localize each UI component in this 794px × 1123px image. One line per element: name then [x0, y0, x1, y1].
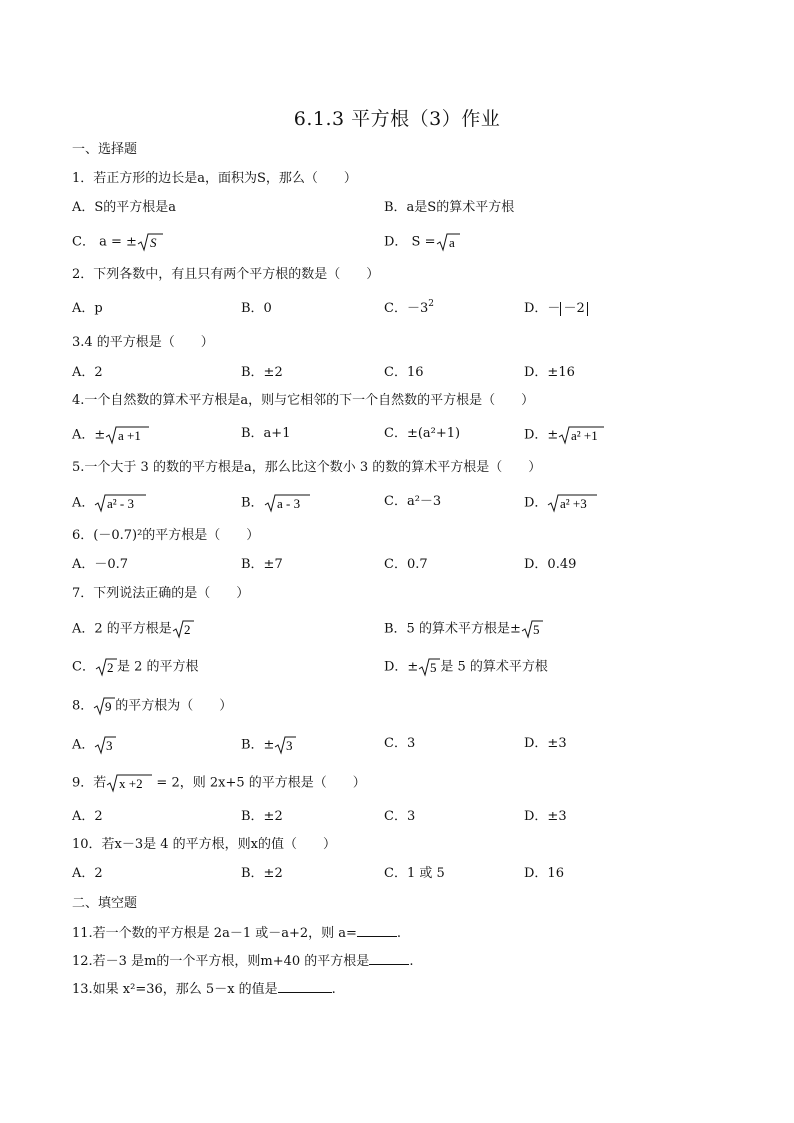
- radical-sign: [521, 619, 543, 639]
- question-5-stem: 5.一个大于 3 的数的平方根是a，那么比这个数小 3 的数的算术平方根是（ ）: [72, 460, 542, 475]
- question-4-stem: 4.一个自然数的算术平方根是a，则与它相邻的下一个自然数的平方根是（ ）: [72, 393, 535, 408]
- q2-option-a: A．p: [72, 301, 103, 316]
- q6-option-c: C．0.7: [384, 557, 428, 572]
- svg-text:5: 5: [532, 622, 540, 637]
- radical-sign: [264, 493, 310, 513]
- radical-sign: [418, 657, 440, 677]
- radical-sign: [547, 493, 597, 513]
- q3-option-b: B．±2: [241, 365, 283, 380]
- question-2-stem: 2．下列各数中，有且只有两个平方根的数是（ ）: [72, 267, 380, 282]
- radical-sign: [93, 696, 115, 716]
- q8-option-c: C．3: [384, 736, 416, 751]
- q10-option-b: B．±2: [241, 866, 283, 881]
- svg-text:x +2: x +2: [119, 776, 143, 791]
- q1-option-a: A．S的平方根是a: [72, 200, 177, 215]
- q7-option-c: C． 2 是 2 的平方根: [72, 657, 199, 677]
- section-heading-fill: 二、填空题: [72, 896, 138, 911]
- q1-option-d: D． S = a: [384, 232, 460, 252]
- svg-text:a² +3: a² +3: [560, 496, 588, 511]
- question-7-stem: 7．下列说法正确的是（ ）: [72, 586, 250, 601]
- q8-option-a: A． 3: [72, 735, 116, 755]
- svg-text:2: 2: [183, 622, 191, 637]
- svg-text:a: a: [448, 235, 455, 250]
- answer-blank[interactable]: [369, 952, 409, 965]
- q6-option-b: B．±7: [241, 557, 283, 572]
- radical-sign: [94, 735, 116, 755]
- q4-option-d: D．± a² +1: [524, 425, 604, 445]
- q3-option-a: A．2: [72, 365, 103, 380]
- answer-blank[interactable]: [278, 980, 332, 993]
- svg-text:a² - 3: a² - 3: [107, 496, 135, 511]
- q9-option-c: C．3: [384, 809, 416, 824]
- radical-sign: [558, 425, 604, 445]
- svg-text:S: S: [149, 235, 157, 250]
- radical-sign: [106, 773, 152, 793]
- q5-option-a: A． a² - 3: [72, 493, 146, 513]
- q2-option-d: D．－ －2: [524, 300, 588, 318]
- answer-blank[interactable]: [357, 924, 397, 937]
- question-6-stem: 6．(－0.7)²的平方根是（ ）: [72, 528, 260, 543]
- q7-option-b: B．5 的算术平方根是± 5: [384, 619, 543, 639]
- radical-sign: [105, 425, 149, 445]
- q1-option-b: B．a是S的算术平方根: [384, 200, 515, 215]
- q6-option-a: A．－0.7: [72, 557, 129, 572]
- question-8-stem: 8． 9 的平方根为（ ）: [72, 696, 232, 716]
- q2-option-c: C．$-3^2$: [384, 299, 434, 316]
- q7-option-a: A．2 的平方根是 2: [72, 619, 194, 639]
- q9-option-a: A．2: [72, 809, 103, 824]
- q3-option-d: D．±16: [524, 365, 575, 380]
- radical-sign: [95, 657, 117, 677]
- q8-option-d: D．±3: [524, 736, 567, 751]
- q8-option-b: B．± 3: [241, 735, 296, 755]
- question-3-stem: 3.4 的平方根是（ ）: [72, 335, 214, 350]
- svg-text:a +1: a +1: [118, 428, 142, 443]
- svg-text:3: 3: [106, 738, 113, 753]
- svg-text:3: 3: [286, 738, 293, 753]
- page-title: 6.1.3 平方根（3）作业: [293, 108, 501, 130]
- svg-text:a - 3: a - 3: [276, 496, 300, 511]
- q4-option-a: A．± a +1: [72, 425, 149, 445]
- question-13: 13.如果 x²=36，那么 5－x 的值是 .: [72, 982, 336, 997]
- radical-sign: [137, 232, 163, 252]
- q4-option-b: B．a+1: [241, 426, 291, 441]
- q1-option-c: C． a = ± S: [72, 232, 163, 252]
- q5-option-c: C．a²－3: [384, 494, 442, 509]
- q9-option-b: B．±2: [241, 809, 283, 824]
- svg-text:5: 5: [430, 660, 437, 675]
- q4-option-c: C．±(a²+1): [384, 426, 461, 441]
- q6-option-d: D．0.49: [524, 557, 577, 572]
- q7-option-d: D．± 5 是 5 的算术平方根: [384, 657, 548, 677]
- radical-sign: [436, 232, 460, 252]
- question-10-stem: 10．若x－3是 4 的平方根，则x的值（ ）: [72, 837, 337, 852]
- q5-option-d: D． a² +3: [524, 493, 597, 513]
- q10-option-c: C．1 或 5: [384, 866, 445, 881]
- q9-option-d: D．±3: [524, 809, 567, 824]
- question-11: 11.若一个数的平方根是 2a－1 或－a+2，则 a= .: [72, 926, 402, 941]
- svg-text:a² +1: a² +1: [571, 428, 599, 443]
- question-9-stem: 9．若 x +2 = 2，则 2x+5 的平方根是（ ）: [72, 773, 366, 793]
- q3-option-c: C．16: [384, 365, 424, 380]
- q10-option-d: D．16: [524, 866, 564, 881]
- q10-option-a: A．2: [72, 866, 103, 881]
- svg-text:9: 9: [105, 699, 112, 714]
- section-heading-choice: 一、选择题: [72, 142, 138, 157]
- q2-option-b: B．0: [241, 301, 272, 316]
- question-12: 12.若－3 是m的一个平方根，则m+40 的平方根是 .: [72, 954, 414, 969]
- radical-sign: [172, 619, 194, 639]
- radical-sign: [94, 493, 146, 513]
- q5-option-b: B． a - 3: [241, 493, 310, 513]
- svg-text:2: 2: [106, 660, 114, 675]
- radical-sign: [274, 735, 296, 755]
- question-1-stem: 1．若正方形的边长是a，面积为S，那么（ ）: [72, 171, 357, 186]
